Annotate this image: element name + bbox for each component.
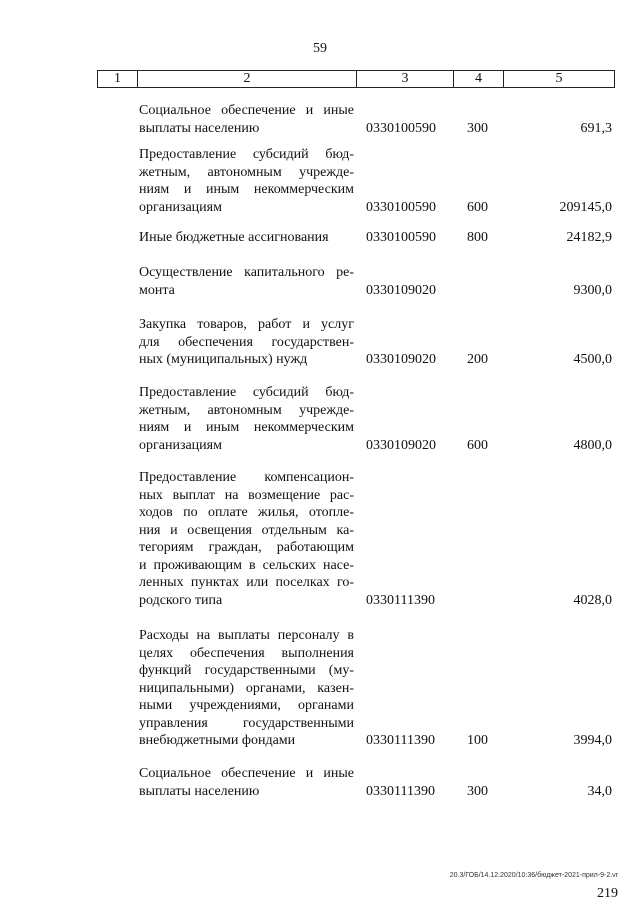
row-description-line: организациям bbox=[139, 199, 222, 215]
row-description-line: внебюджетными фондами bbox=[139, 733, 296, 748]
row-code: 0330111390 bbox=[366, 783, 435, 799]
row-description bbox=[139, 627, 354, 750]
row-sum: 24182,9 bbox=[566, 230, 612, 245]
row-sum: 3994,0 bbox=[573, 733, 612, 748]
row-description-line: организациям bbox=[139, 437, 222, 453]
page-number: 59 bbox=[313, 41, 327, 56]
row-sum: 209145,0 bbox=[559, 199, 612, 215]
row-description-line: ниям и иным некоммерческим bbox=[139, 420, 354, 435]
row-description-line: для обеспечения государствен- bbox=[139, 334, 354, 350]
row-code: 0330111390 bbox=[366, 592, 435, 608]
row-sum: 691,3 bbox=[580, 120, 612, 136]
footer-page-number: 219 bbox=[597, 886, 618, 901]
row-sum: 9300,0 bbox=[573, 282, 612, 298]
header-col-1: 1 bbox=[98, 71, 138, 87]
row-description-line: управления государственными bbox=[139, 715, 354, 731]
row-code: 0330100590 bbox=[366, 230, 436, 245]
row-description-line: ных (муниципальных) нужд bbox=[139, 352, 308, 367]
row-description-line: ленных пунктах или поселках го- bbox=[139, 575, 354, 590]
row-description-line: Предоставление компенсацион- bbox=[139, 470, 354, 485]
row-description-line: Осуществление капитального ре- bbox=[139, 265, 354, 280]
row-description-line: тегориям граждан, работающим bbox=[139, 540, 354, 555]
row-description-line: ными учреждениями, органами bbox=[139, 698, 354, 713]
row-expense-type: 300 bbox=[467, 120, 488, 136]
row-description-line: ных выплат на возмещение рас- bbox=[139, 487, 354, 503]
row-code: 0330109020 bbox=[366, 282, 436, 298]
row-code: 0330100590 bbox=[366, 120, 436, 136]
row-expense-type: 200 bbox=[467, 352, 488, 367]
row-description-line: родского типа bbox=[139, 592, 223, 608]
row-description-line: ниям и иным некоммерческим bbox=[139, 182, 354, 197]
row-description bbox=[139, 384, 354, 454]
row-description bbox=[139, 102, 354, 137]
row-sum: 4500,0 bbox=[573, 352, 612, 367]
row-sum: 4028,0 bbox=[573, 592, 612, 608]
row-description-line: жетным, автономным учрежде- bbox=[139, 402, 354, 418]
row-description bbox=[139, 264, 354, 299]
row-description-line: и проживающим в сельских насе- bbox=[139, 557, 354, 573]
header-col-2: 2 bbox=[138, 71, 357, 87]
row-description-line: Социальное обеспечение и иные bbox=[139, 766, 354, 781]
row-description-line: Предоставление субсидий бюд- bbox=[139, 147, 354, 162]
row-description-line: монта bbox=[139, 282, 175, 298]
row-description bbox=[139, 765, 354, 800]
row-expense-type: 300 bbox=[467, 783, 488, 799]
row-sum: 34,0 bbox=[587, 783, 612, 799]
row-code: 0330109020 bbox=[366, 437, 436, 453]
header-col-5: 5 bbox=[555, 71, 563, 86]
row-description-line: ходов по оплате жилья, отопле- bbox=[139, 505, 354, 520]
row-expense-type: 600 bbox=[467, 437, 488, 453]
row-description-line: целях обеспечения выполнения bbox=[139, 645, 354, 661]
document-stamp: 20.3/ГОБ/14.12.2020/10:36/бюджет-2021-прил-9-2.vr bbox=[449, 872, 618, 879]
row-expense-type: 100 bbox=[467, 733, 488, 748]
row-description-line: выплаты населению bbox=[139, 120, 260, 136]
row-description-line: Социальное обеспечение и иные bbox=[139, 103, 354, 118]
row-code: 0330109020 bbox=[366, 352, 436, 367]
row-description bbox=[139, 229, 354, 247]
row-description-line: Расходы на выплаты персоналу в bbox=[139, 628, 354, 643]
row-description-line: ния и освещения отдельным ка- bbox=[139, 522, 354, 538]
row-description-line: Закупка товаров, работ и услуг bbox=[139, 317, 354, 332]
row-expense-type: 800 bbox=[467, 230, 488, 245]
row-description-line: ниципальными) органами, казен- bbox=[139, 680, 354, 696]
row-code: 0330111390 bbox=[366, 733, 435, 748]
table-header bbox=[97, 70, 615, 88]
row-description-line: Предоставление субсидий бюд- bbox=[139, 385, 354, 400]
header-col-4: 4 bbox=[454, 71, 504, 87]
row-description-line: функций государственными (му- bbox=[139, 663, 354, 678]
row-description-line: Иные бюджетные ассигнования bbox=[139, 230, 329, 245]
row-description bbox=[139, 316, 354, 369]
row-code: 0330100590 bbox=[366, 199, 436, 215]
header-col-3: 3 bbox=[357, 71, 454, 87]
row-description bbox=[139, 469, 354, 609]
row-description bbox=[139, 146, 354, 216]
row-description-line: выплаты населению bbox=[139, 783, 260, 799]
row-expense-type: 600 bbox=[467, 199, 488, 215]
row-sum: 4800,0 bbox=[573, 437, 612, 453]
row-description-line: жетным, автономным учрежде- bbox=[139, 164, 354, 180]
